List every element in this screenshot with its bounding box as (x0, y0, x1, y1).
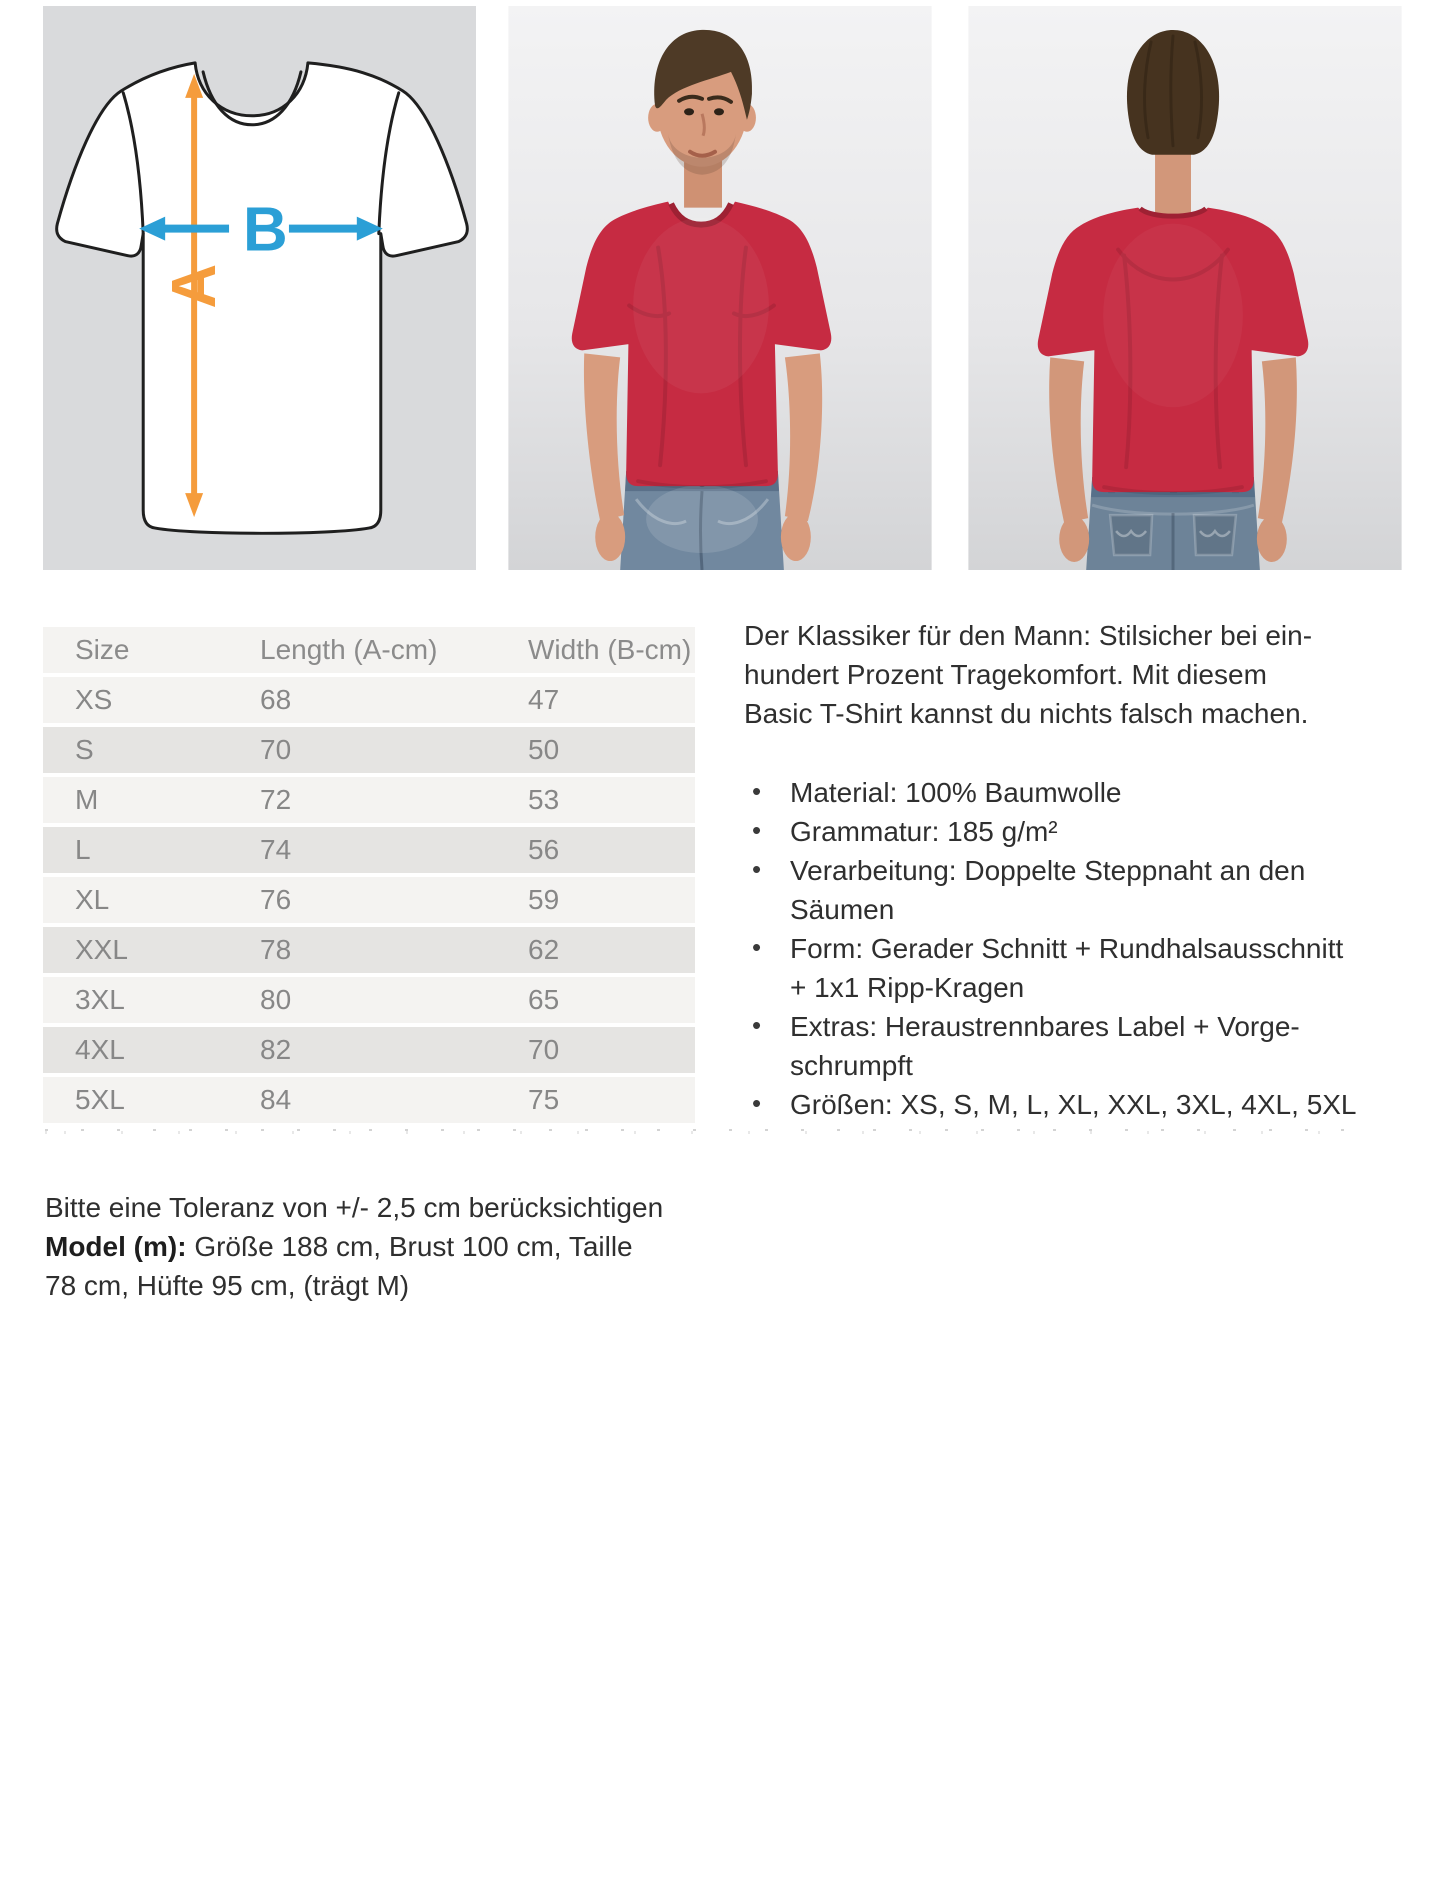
cropped-text-artifact (45, 1129, 1375, 1134)
spec-item-text: Extras: Heraustrennbares Label + Vorge- schrumpft (790, 1011, 1300, 1081)
size-cell: L (43, 827, 260, 873)
table-row (43, 877, 695, 923)
size-cell: S (43, 727, 260, 773)
size-cell: 3XL (43, 977, 260, 1023)
spec-list (744, 773, 1444, 1124)
spec-item-text: Form: Gerader Schnitt + Rundhalsausschnitt + 1x1 Ripp-Kragen (790, 933, 1344, 1003)
table-row (43, 827, 695, 873)
size-table (43, 623, 695, 1127)
length-cell: 72 (260, 777, 528, 823)
spec-item-text: Verarbeitung: Doppelte Steppnaht an den Säumen (790, 855, 1306, 925)
model-front-illustration (508, 6, 932, 570)
table-row (43, 927, 695, 973)
table-row (43, 677, 695, 723)
width-cell: 59 (528, 877, 695, 923)
size-diagram-image (43, 6, 476, 570)
size-cell: XL (43, 877, 260, 923)
spec-item (744, 1085, 1444, 1124)
width-cell: 50 (528, 727, 695, 773)
diagram-label-b: B (243, 195, 288, 265)
width-cell: 65 (528, 977, 695, 1023)
model-front-photo (508, 6, 932, 570)
width-cell: 75 (528, 1077, 695, 1123)
size-table-body (43, 677, 695, 1123)
model-back-illustration (968, 6, 1402, 570)
table-row (43, 777, 695, 823)
length-cell: 76 (260, 877, 528, 923)
table-row (43, 727, 695, 773)
column-header-length: Length (A-cm) (260, 627, 528, 673)
model-info (45, 1227, 745, 1305)
length-cell: 74 (260, 827, 528, 873)
spec-item-text: Grammatur: 185 g/m² (790, 816, 1058, 847)
width-cell: 62 (528, 927, 695, 973)
width-cell: 47 (528, 677, 695, 723)
diagram-label-a: A (160, 263, 230, 309)
size-cell: XXL (43, 927, 260, 973)
spec-item-text: Größen: XS, S, M, L, XL, XXL, 3XL, 4XL, 5XL (790, 1089, 1357, 1120)
measurement-notes (45, 1188, 745, 1305)
description-intro: Der Klassiker für den Mann: Stilsicher bei ein- hundert Prozent Tragekomfort. Mit diesem Basic T-Shirt kannst du nichts falsch machen. (744, 620, 1313, 729)
table-row (43, 1077, 695, 1123)
size-cell: M (43, 777, 260, 823)
size-table-header-row (43, 627, 695, 673)
spec-item (744, 851, 1444, 929)
length-cell: 84 (260, 1077, 528, 1123)
spec-item (744, 1007, 1444, 1085)
size-cell: 4XL (43, 1027, 260, 1073)
size-cell: 5XL (43, 1077, 260, 1123)
length-cell: 68 (260, 677, 528, 723)
length-cell: 78 (260, 927, 528, 973)
width-cell: 53 (528, 777, 695, 823)
size-cell: XS (43, 677, 260, 723)
tshirt-measure-diagram (43, 6, 476, 570)
spec-item (744, 812, 1444, 851)
spec-item (744, 929, 1444, 1007)
tshirt-outline-icon (57, 63, 468, 533)
spec-item (744, 773, 1444, 812)
table-row (43, 977, 695, 1023)
width-cell: 56 (528, 827, 695, 873)
product-description (744, 616, 1444, 1124)
table-row (43, 1027, 695, 1073)
column-header-width: Width (B-cm) (528, 627, 695, 673)
model-back-photo (968, 6, 1402, 570)
length-cell: 70 (260, 727, 528, 773)
model-info-text: Größe 188 cm, Brust 100 cm, Taille 78 cm, Hüfte 95 cm, (trägt M) (45, 1231, 633, 1301)
width-cell: 70 (528, 1027, 695, 1073)
model-info-label: Model (m): (45, 1231, 187, 1262)
spec-item-text: Material: 100% Baumwolle (790, 777, 1122, 808)
length-cell: 80 (260, 977, 528, 1023)
column-header-size: Size (43, 627, 260, 673)
length-cell: 82 (260, 1027, 528, 1073)
tolerance-note: Bitte eine Toleranz von +/- 2,5 cm berücksichtigen (45, 1192, 664, 1223)
